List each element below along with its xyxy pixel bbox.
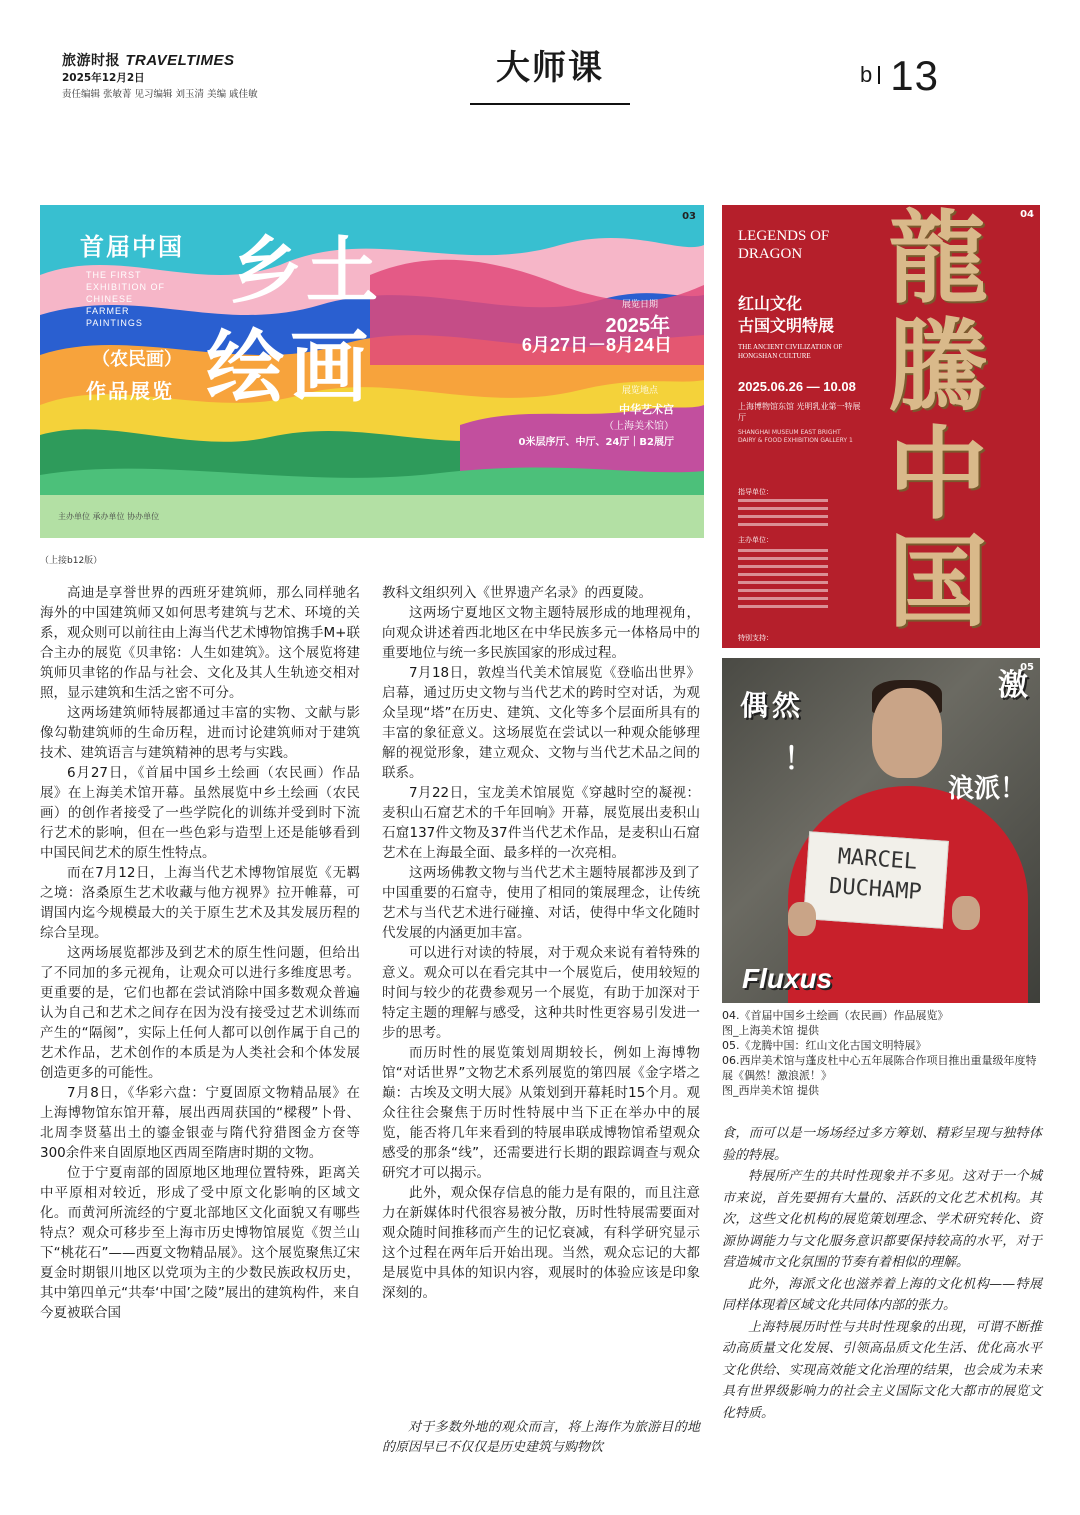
poster-04-title-cn-1: 红山文化 — [738, 294, 803, 313]
brand-cn: 旅游时报 — [62, 53, 120, 69]
poster-04-guide-lines — [738, 499, 828, 531]
poster-03-venue2: （上海美术馆） — [604, 421, 674, 432]
paragraph: 而在7月12日，上海当代艺术博物馆展览《无羁之境：洛桑原生艺术收藏与他方视界》拉开帷幕，可谓国内迄今规模最大的关于原生艺术及其发展历程的综合呈现。 — [40, 865, 360, 941]
paragraph: 可以进行对读的特展，对于观众来说有着特殊的意义。观众可以在看完其中一个展览后，使用较短的时间与较少的花费参观另一个展览，有助于加深对于特定主题的理解与感受，这种共时性更容易引发进一步的思考。 — [382, 945, 700, 1041]
poster-03-venue3: 0米层序厅、中厅、24厅｜B2展厅 — [518, 437, 674, 448]
poster-04-venue-en: SHANGHAI MUSEUM EAST BRIGHT DAIRY & FOOD EXHIBITION GALLERY 1 — [738, 429, 853, 444]
caption-05: 05.《龙腾中国：红山文化古国文明特展》 — [722, 1039, 927, 1052]
poster-03-footer: 主办单位 承办单位 协办单位 — [58, 512, 160, 521]
poster-03-subtitle1: （农民画） — [92, 349, 182, 370]
paragraph: 此外，海派文化也滋养着上海的文化机构——特展同样体现着区域文化共同体内部的张力。 — [722, 1276, 1042, 1313]
photo-05-fluxus: Fluxus — [742, 963, 833, 994]
poster-04-char-3: 中 — [888, 416, 988, 533]
poster-04-title-cn-2: 古国文明特展 — [738, 316, 835, 335]
poster-03-year: 2025年 — [605, 315, 670, 337]
paragraph: 7月8日，《华彩六盘：宁夏固原文物精品展》在上海博物馆东馆开幕，展出西周获国的“樑稷”卜骨、北周李贤墓出土的鎏金银壶与隋代狩猎图金方奁等300余件来自固原地区西周至隋唐时期的文物。 — [40, 1085, 360, 1161]
paragraph: 7月22日，宝龙美术馆展览《穿越时空的凝视：麦积山石窟艺术的千年回响》开幕，展览展出麦积山石窟137件文物及37件当代艺术作品，是麦积山石窟艺术在上海最全面、最多样的一次亮相。 — [382, 785, 700, 861]
paragraph: 而历时性的展览策划周期较长，例如上海博物馆“对话世界”文物艺术系列展览的第四展《金字塔之巅：古埃及文明大展》从策划到开幕耗时15个月。观众往往会聚焦于历时性特展中当下正在举办中的展览，能否将几年来看到的特展串联成博物馆希望观众感受的那条“线”，还需要进行长期的跟踪调查与观众研究才可以揭示。 — [382, 1045, 700, 1181]
poster-04-char-4: 国 — [888, 524, 988, 641]
section-title: 大师课 — [470, 40, 630, 105]
paragraph: 位于宁夏南部的固原地区地理位置特殊，距离关中平原相对较近，形成了受中原文化影响的区域文化。而黄河所流经的宁夏北部地区文化面貌又有哪些特点？观众可移步至上海市历史博物馆展览《贺兰山下“桃花石”——西夏文物精品展》。这个展览聚焦辽宋夏金时期银川地区以党项为主的少数民族政权历史，其中第四单元“共奉‘中国’之陵”展出的建筑构件，来自今夏被联合国 — [40, 1165, 360, 1321]
photo-05-face — [872, 688, 942, 778]
page-divider — [878, 66, 880, 84]
poster-03-tag: 03 — [682, 211, 696, 222]
paragraph: 6月27日，《首届中国乡土绘画（农民画）作品展》在上海美术馆开幕。虽然展览中乡土绘画（农民画）的创作者接受了一些学院化的训练并受到时下流行艺术的影响，但在一些色彩与造型上还是能够看到中国民间艺术的原生性特点。 — [40, 765, 360, 861]
photo-05-word2: ！ — [784, 742, 814, 777]
paragraph: 这两场建筑师特展都通过丰富的实物、文献与影像勾勒建筑师的生命历程，进而讨论建筑师对于建筑技术、建筑语言与建筑精神的思考与实践。 — [40, 705, 360, 761]
article-column-1 — [40, 583, 360, 1323]
poster-farmer-paintings — [40, 205, 704, 538]
poster-04-title-en: LEGENDS OF DRAGON — [738, 228, 830, 262]
poster-04-dates: 2025.06.26 — 10.08 — [738, 379, 856, 394]
poster-04-title-cn — [738, 293, 834, 337]
poster-03-date-label: 展览日期 — [621, 300, 658, 310]
poster-03-big-line2: 绘画 — [206, 323, 375, 413]
photo-05-tag: 05 — [1020, 662, 1034, 673]
paragraph: 食，而可以是一场场经过多方筹划、精彩呈现与独特体验的特展。 — [722, 1126, 1042, 1163]
poster-03-big-line1: 乡土 — [230, 229, 383, 313]
poster-04-guide-label: 指导单位： — [738, 488, 773, 496]
masthead-brand — [62, 50, 234, 70]
paragraph: 7月18日，敦煌当代美术馆展览《登临出世界》启幕，通过历史文物与当代艺术的跨时空对话，为观众呈现“塔”在历史、建筑、文化等多个层面所具有的丰富的象征意义。这场展览在尝试以一种观众能够理解的视觉形象，建立观众、文物与当代艺术品之间的联系。 — [382, 665, 700, 781]
caption-04: 04.《首届中国乡土绘画（农民画）作品展览》 — [722, 1009, 949, 1022]
paragraph: 上海特展历时性与共时性现象的出现，可谓不断推动高质量文化发展、引领高品质文化生活、优化高水平文化供给、实现高效能文化治理的结果，也会成为未来具有世界级影响力的社会主义国际文化大都市的展览文化特质。 — [722, 1319, 1042, 1421]
poster-03-dates: 6月27日－8月24日 — [521, 335, 672, 355]
paragraph: 教科文组织列入《世界遗产名录》的西夏陵。 — [382, 585, 652, 601]
poster-04-organizer-lines — [738, 549, 828, 613]
poster-04-big-chars — [868, 205, 1008, 641]
continued-note: （上接b12版） — [40, 556, 103, 566]
caption-06: 06.西岸美术馆与蓬皮杜中心五年展陈合作项目推出重量级年度特展《偶然！激浪派！》 — [722, 1054, 1037, 1082]
editors-line: 责任编辑 张敏菁 见习编辑 刘玉清 美编 戚佳敏 — [62, 89, 258, 100]
photo-05-hand-right — [952, 896, 980, 930]
poster-04-support-label: 特别支持： — [738, 634, 773, 642]
photo-05-word3: 激 — [998, 668, 1028, 703]
paragraph: 高迪是享誉世界的西班牙建筑师，那么同样驰名海外的中国建筑师又如何思考建筑与艺术、环境的关系，观众则可以前往由上海当代艺术博物馆携手M+联合主办的展览《贝聿铭：人生如建筑》。这个展览将建筑师贝聿铭的作品与社会、文化及其人生轨迹交相对照，显示建筑和生活之密不可分。 — [40, 585, 360, 701]
poster-03-venue1: 中华艺术宫 — [619, 403, 674, 416]
poster-04-char-1: 龍 — [888, 205, 988, 317]
page-number: 13 — [890, 52, 939, 99]
photo-05-sign-line2: DUCHAMP — [828, 873, 923, 906]
page-marker — [860, 52, 939, 100]
photo-05-sign — [803, 831, 949, 929]
brand-en: TRAVELTIMES — [125, 52, 235, 69]
poster-04-tag: 04 — [1020, 209, 1034, 220]
photo-05-word1: 偶然 — [740, 689, 805, 722]
paragraph: 这两场展览都涉及到艺术的原生性问题，但给出了不同加的多元视角，让观众可以进行多维度思考。更重要的是，它们也都在尝试消除中国多数观众普遍认为自己和艺术之间存在因为没有接受过艺术训练而产生的“隔阂”，实际上任何人都可以创作属于自己的艺术作品，艺术创作的本质是为人类社会和个体发展创造更多的可能性。 — [40, 945, 360, 1081]
photo-05-hand-left — [788, 902, 816, 936]
photo-05-word4: 浪派！ — [947, 774, 1026, 804]
paragraph: 此外，观众保存信息的能力是有限的，而且注意力在新媒体时代很容易被分散，历时性特展需要面对观众随时间推移而产生的记忆衰减，有科学研究显示这个过程在两年后开始出现。当然，观众忘记的大都是展览中具体的知识内容，观展时的体验应该是印象深刻的。 — [382, 1185, 700, 1301]
poster-dragon — [722, 205, 1040, 648]
paragraph: 特展所产生的共时性现象并不多见。这对于一个城市来说，首先要拥有大量的、活跃的文化艺术机构。其次，这些文化机构的展览策划理念、学术研究转化、资源协调能力与文化服务意识都要保持较高的水平，对于营造城市文化氛围的节奏有着相似的理解。 — [722, 1169, 1042, 1270]
photo-fluxus — [722, 658, 1040, 1003]
caption-04-credit: 图_上海美术馆 提供 — [722, 1024, 819, 1037]
poster-04-char-2: 騰 — [888, 308, 988, 425]
paragraph: 这两场宁夏地区文物主题特展形成的地理视角，向观众讲述着西北地区在中华民族多元一体格局中的重要地位与统一多民族国家的形成过程。 — [382, 605, 700, 661]
conclusion-lead: 对于多数外地的观众而言，将上海作为旅游目的地的原因早已不仅仅是历史建筑与购物饮 — [382, 1420, 700, 1455]
paragraph: 这两场佛教文物与当代艺术主题特展都涉及到了中国重要的石窟寺，使用了相同的策展理念，让传统艺术与当代艺术进行碰撞、对话，使得中华文化随时代发展的内涵更加丰富。 — [382, 865, 700, 941]
photo-05-sign-text — [805, 840, 947, 909]
poster-03-subtitle2: 作品展览 — [86, 379, 174, 403]
image-captions — [722, 1008, 1042, 1098]
section-letter: b — [860, 62, 875, 87]
photo-05-sign-line1: MARCEL — [836, 844, 918, 875]
poster-03-title: 首届中国 — [80, 233, 184, 261]
poster-04-subtitle-en: THE ANCIENT CIVILIZATION OF HONGSHAN CULTURE — [738, 343, 843, 360]
caption-06-credit: 图_西岸美术馆 提供 — [722, 1084, 819, 1097]
poster-04-organizer-label: 主办单位： — [738, 536, 773, 544]
poster-04-venue: 上海博物馆东馆 光明乳业第一特展厅 — [738, 402, 861, 422]
article-column-2 — [382, 583, 700, 1303]
article-column-3 — [722, 1123, 1042, 1424]
poster-03-title-en: THE FIRST EXHIBITION OF CHINESE FARMER PAINTINGS — [86, 270, 166, 328]
poster-03-venue-label: 展览地点 — [621, 386, 658, 396]
issue-date: 2025年12月2日 — [62, 72, 145, 84]
